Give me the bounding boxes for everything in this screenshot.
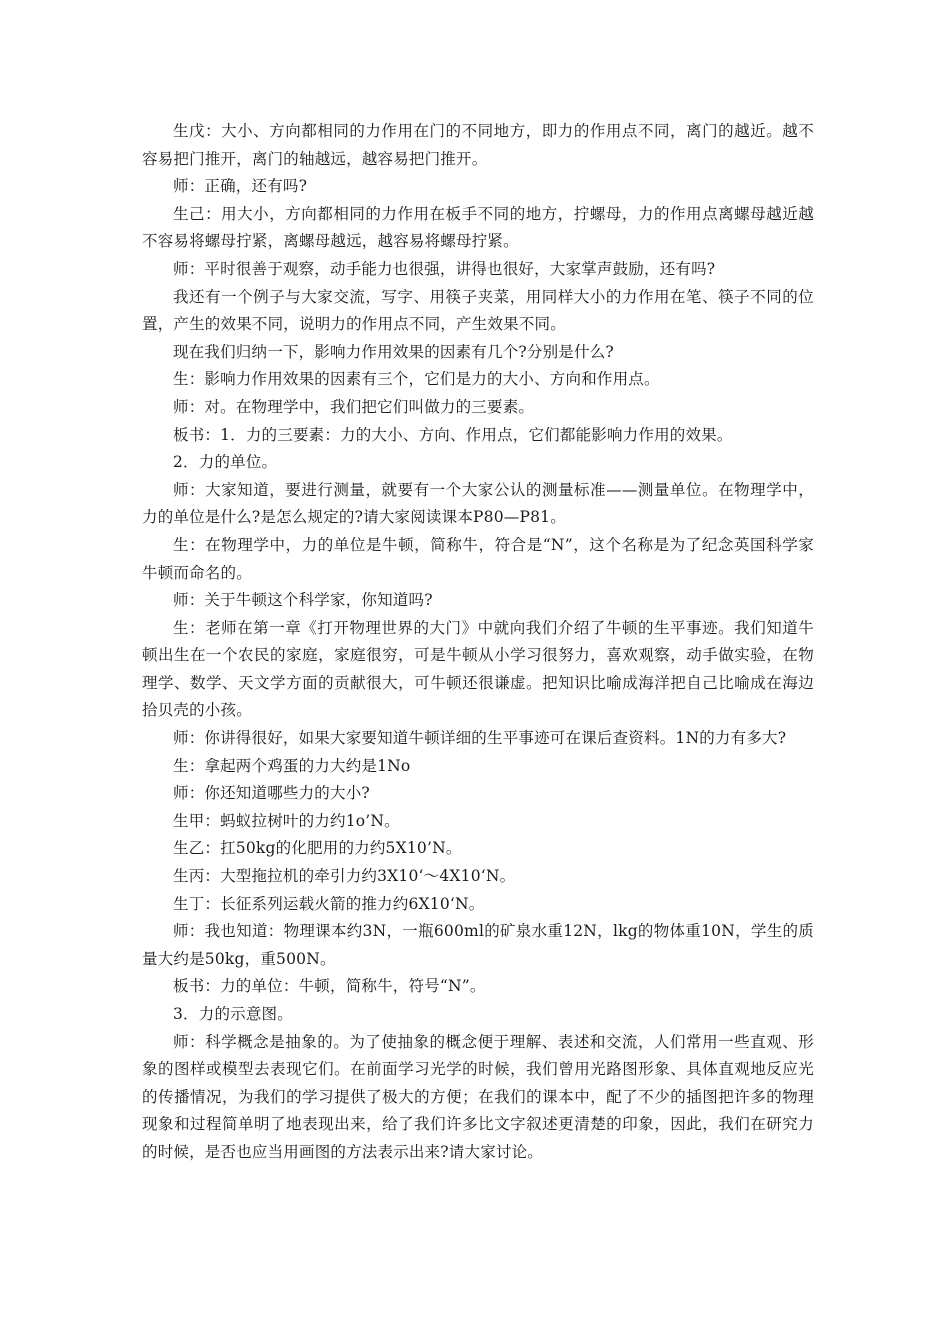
paragraph-6: 现在我们归纳一下，影响力作用效果的因素有几个?分别是什么? [173,342,614,361]
paragraph-13: 师：关于牛顿这个科学家，你知道吗? [173,591,433,610]
paragraph-4: 师：平时很善于观察，动手能力也很强，讲得也很好，大家掌声鼓励，还有吗? [173,259,716,278]
section-heading-3: 3．力的示意图。 [173,1005,293,1023]
section-heading-2: 2．力的单位。 [173,453,278,472]
paragraph-16: 生：拿起两个鸡蛋的力大约是1No [173,756,411,775]
paragraph-11: 师：大家知道，要进行测量，就要有一个大家公认的测量标准——测量单位。在物理学中，力的单位是什么?是怎么规定的?请大家阅读课本P80—P81。 [142,480,814,527]
paragraph-17: 师：你还知道哪些力的大小? [173,784,370,803]
paragraph-22: 师：我也知道：物理课本约3N，一瓶600ml的矿泉水重12N，lkg的物体重10N，学生的质量大约是50kg，重500N。 [142,922,814,968]
paragraph-12: 生：在物理学中，力的单位是牛顿，简称牛，符合是“N”，这个名称是为了纪念英国科学家牛顿而命名的。 [142,535,814,582]
paragraph-19: 生乙：扛50kg的化肥用的力约5X10’N。 [173,839,462,858]
paragraph-2: 师：正确，还有吗? [173,177,308,196]
paragraph-14: 生：老师在第一章《打开物理世界的大门》中就向我们介绍了牛顿的生平事迹。我们知道牛顿出生在一个农民的家庭，家庭很穷，可是牛顿从小学习很努力，喜欢观察，动手做实验，在物理学、数学、天文学方面的贡献很大，可牛顿还很谦虚。把知识比喻成海洋把自己比喻成在海边拾贝壳的小孩。 [142,618,814,720]
paragraph-23: 板书：力的单位：牛顿，简称牛，符号“N”。 [173,977,486,996]
paragraph-25: 师：科学概念是抽象的。为了使抽象的概念便于理解、表述和交流，人们常用一些直观、形象的图样或模型去表现它们。在前面学习光学的时候，我们曾用光路图形象、具体直观地反应光的传播情况，为我们的学习提供了极大的方便；在我们的课本中，配了不少的插图把许多的物理现象和过程简单明了地表现出来，给了我们许多比文字叙述更清楚的印象，因此，我们在研究力的时候，是否也应当用画图的方法表示出来?请大家讨论。 [142,1032,814,1161]
paragraph-21: 生丁：长征系列运载火箭的推力约6X10‘N。 [173,894,485,913]
paragraph-18: 生甲：蚂蚁拉树叶的力约1o’N。 [173,811,400,830]
paragraph-15: 师：你讲得很好，如果大家要知道牛顿详细的生平事迹可在课后查资料。1N的力有多大? [173,729,787,748]
document-page [142,118,814,1167]
paragraph-5: 我还有一个例子与大家交流，写字、用筷子夹菜，用同样大小的力作用在笔、筷子不同的位置，产生的效果不同，说明力的作用点不同，产生效果不同。 [142,287,814,334]
paragraph-9: 板书：1．力的三要素：力的大小、方向、作用点，它们都能影响力作用的效果。 [173,425,733,444]
paragraph-3: 生己：用大小，方向都相同的力作用在板手不同的地方，拧螺母，力的作用点离螺母越近越不容易将螺母拧紧，离螺母越远，越容易将螺母拧紧。 [142,204,814,251]
paragraph-20: 生丙：大型拖拉机的牵引力约3X10‘～4X10‘N。 [173,867,516,886]
paragraph-8: 师：对。在物理学中，我们把它们叫做力的三要素。 [173,397,535,416]
paragraph-7: 生：影响力作用效果的因素有三个，它们是力的大小、方向和作用点。 [173,370,660,389]
paragraph-1: 生戊：大小、方向都相同的力作用在门的不同地方，即力的作用点不同，离门的越近。越不容易把门推开，离门的轴越远，越容易把门推开。 [142,122,814,168]
